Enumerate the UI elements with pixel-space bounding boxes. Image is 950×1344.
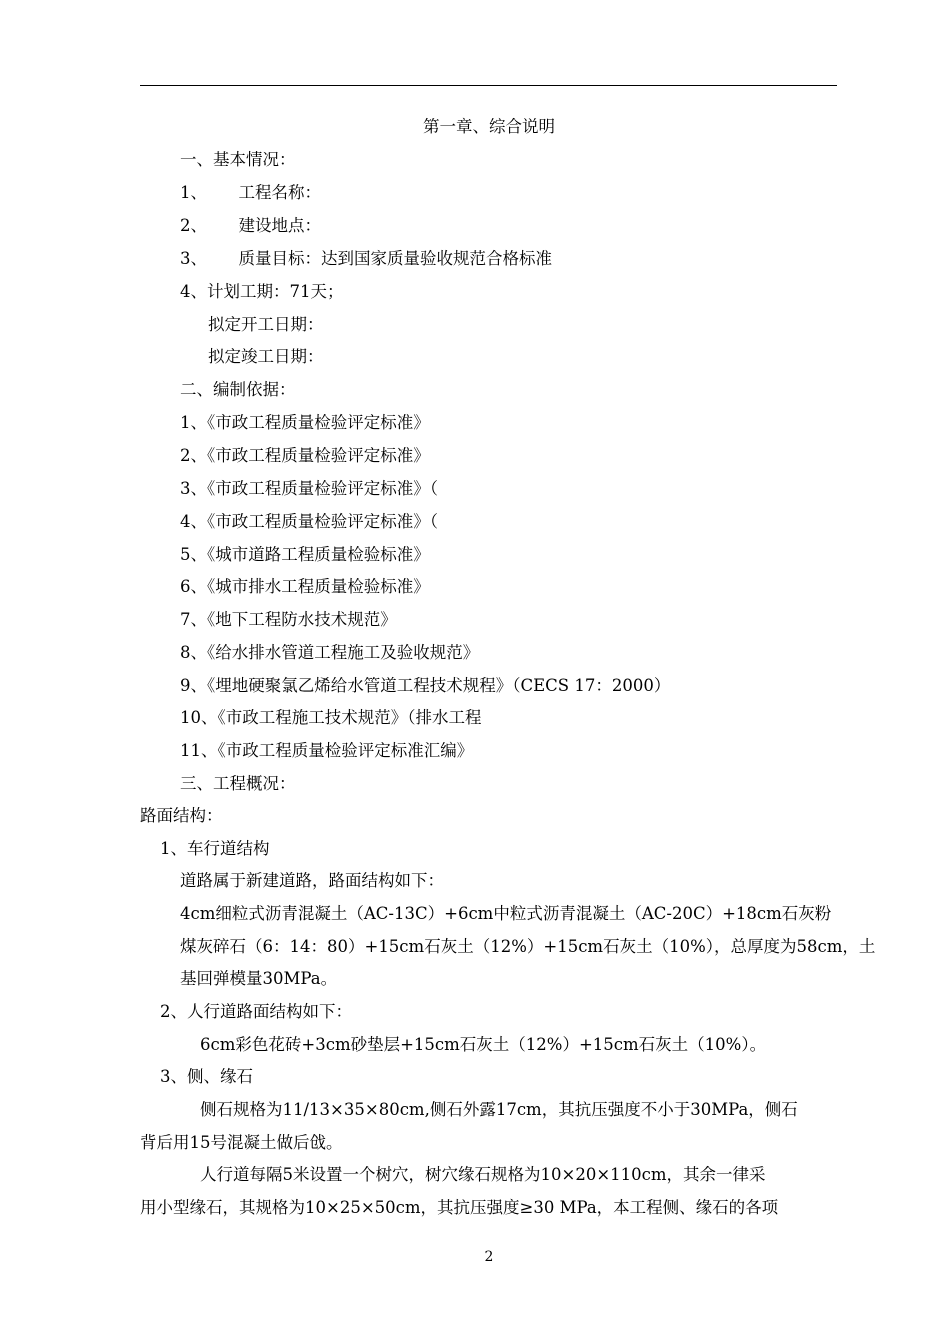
text-line: 拟定竣工日期： bbox=[208, 347, 324, 366]
header-rule bbox=[140, 85, 837, 86]
page-number: 2 bbox=[484, 1249, 494, 1265]
chapter-title: 第一章、综合说明 bbox=[423, 117, 555, 136]
list-item: 2、 建设地点： bbox=[180, 216, 321, 235]
list-item: 3、《市政工程质量检验评定标准》（ bbox=[180, 479, 438, 498]
list-item: 1、《市政工程质量检验评定标准》 bbox=[180, 413, 430, 432]
list-item: 5、《城市道路工程质量检验标准》 bbox=[180, 545, 430, 564]
subheading-pavement: 路面结构： bbox=[140, 806, 223, 825]
list-item: 3、 质量目标：达到国家质量验收规范合格标准 bbox=[180, 249, 552, 268]
list-item: 9、《埋地硬聚氯乙烯给水管道工程技术规程》（CECS 17：2000） bbox=[180, 676, 671, 695]
section-heading-overview: 三、工程概况： bbox=[180, 774, 296, 793]
list-item: 3、侧、缘石 bbox=[160, 1067, 253, 1086]
paragraph-line: 用小型缘石，其规格为10×25×50cm，其抗压强度≥30 MPa，本工程侧、缘石的各项 bbox=[140, 1198, 779, 1217]
list-item: 1、 工程名称： bbox=[180, 183, 321, 202]
section-heading-basis: 二、编制依据： bbox=[180, 380, 296, 399]
paragraph-line: 煤灰碎石（6：14：80）+15cm石灰土（12%）+15cm石灰土（10%），总厚度为58cm，土 bbox=[180, 937, 876, 956]
paragraph-line: 背后用15号混凝土做后戗。 bbox=[140, 1133, 343, 1152]
list-item: 8、《给水排水管道工程施工及验收规范》 bbox=[180, 643, 480, 662]
list-item: 2、《市政工程质量检验评定标准》 bbox=[180, 446, 430, 465]
list-item: 7、《地下工程防水技术规范》 bbox=[180, 610, 397, 629]
list-item: 4、《市政工程质量检验评定标准》（ bbox=[180, 512, 438, 531]
list-item: 1、车行道结构 bbox=[160, 839, 270, 858]
list-item: 11、《市政工程质量检验评定标准汇编》 bbox=[180, 741, 474, 760]
paragraph-line: 人行道每隔5米设置一个树穴，树穴缘石规格为10×20×110cm，其余一律采 bbox=[200, 1165, 766, 1184]
paragraph-line: 4cm细粒式沥青混凝土（AC-13C）+6cm中粒式沥青混凝土（AC-20C）+18cm石灰粉 bbox=[180, 904, 832, 923]
list-item: 10、《市政工程施工技术规范》（排水工程 bbox=[180, 708, 482, 727]
paragraph-line: 道路属于新建道路，路面结构如下： bbox=[180, 871, 444, 890]
list-item: 4、计划工期：71天； bbox=[180, 282, 344, 301]
paragraph-line: 6cm彩色花砖+3cm砂垫层+15cm石灰土（12%）+15cm石灰土（10%）。 bbox=[200, 1035, 767, 1054]
section-heading-basic: 一、基本情况： bbox=[180, 150, 296, 169]
paragraph-line: 基回弹模量30MPa。 bbox=[180, 969, 338, 988]
text-line: 拟定开工日期： bbox=[208, 315, 324, 334]
list-item: 2、人行道路面结构如下： bbox=[160, 1002, 352, 1021]
paragraph-line: 侧石规格为11/13×35×80cm,侧石外露17cm，其抗压强度不小于30MPa，侧石 bbox=[200, 1100, 798, 1119]
list-item: 6、《城市排水工程质量检验标准》 bbox=[180, 577, 430, 596]
